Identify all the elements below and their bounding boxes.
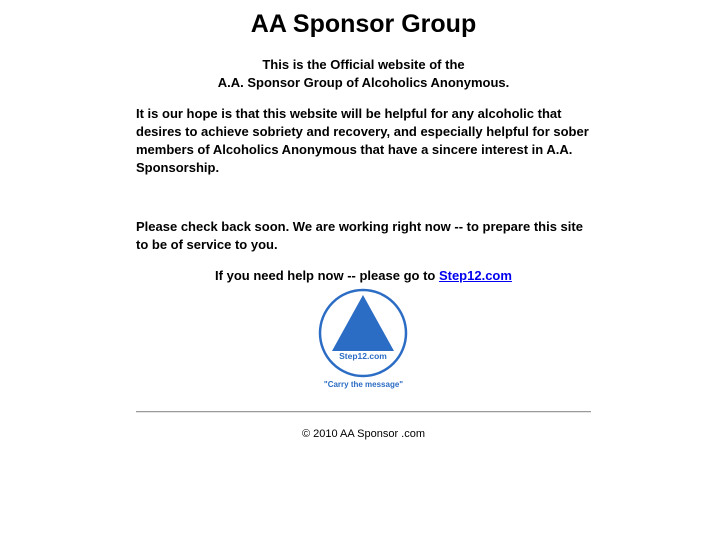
divider [136,411,591,413]
intro-line-1: This is the Official website of the [262,57,465,72]
hope-paragraph: It is our hope is that this website will be helpful for any alcoholic that desires to achieve sobriety and recovery, and especially helpful for sober members of Alcoholics Anonymous that have a sincere interest in A.A. Sponsorship. [136,106,589,175]
logo-label: Step12.com [339,351,387,361]
help-prefix: If you need help now -- please go to [215,268,439,283]
check-back-paragraph: Please check back soon. We are working right now -- to prepare this site to be of service to you. [136,219,583,252]
triangle-in-circle-icon [317,287,409,379]
step12-link[interactable]: Step12.com [438,268,512,283]
copyright-footer: © 2010 AA Sponsor .com [301,428,426,440]
intro-text [0,56,727,92]
intro-line-2: A.A. Sponsor Group of Alcoholics Anonymous. [217,75,510,90]
page-title: AA Sponsor Group [250,10,477,38]
logo-tagline: "Carry the message" [323,380,404,389]
step12-logo[interactable] [317,287,409,379]
help-line [0,267,727,285]
